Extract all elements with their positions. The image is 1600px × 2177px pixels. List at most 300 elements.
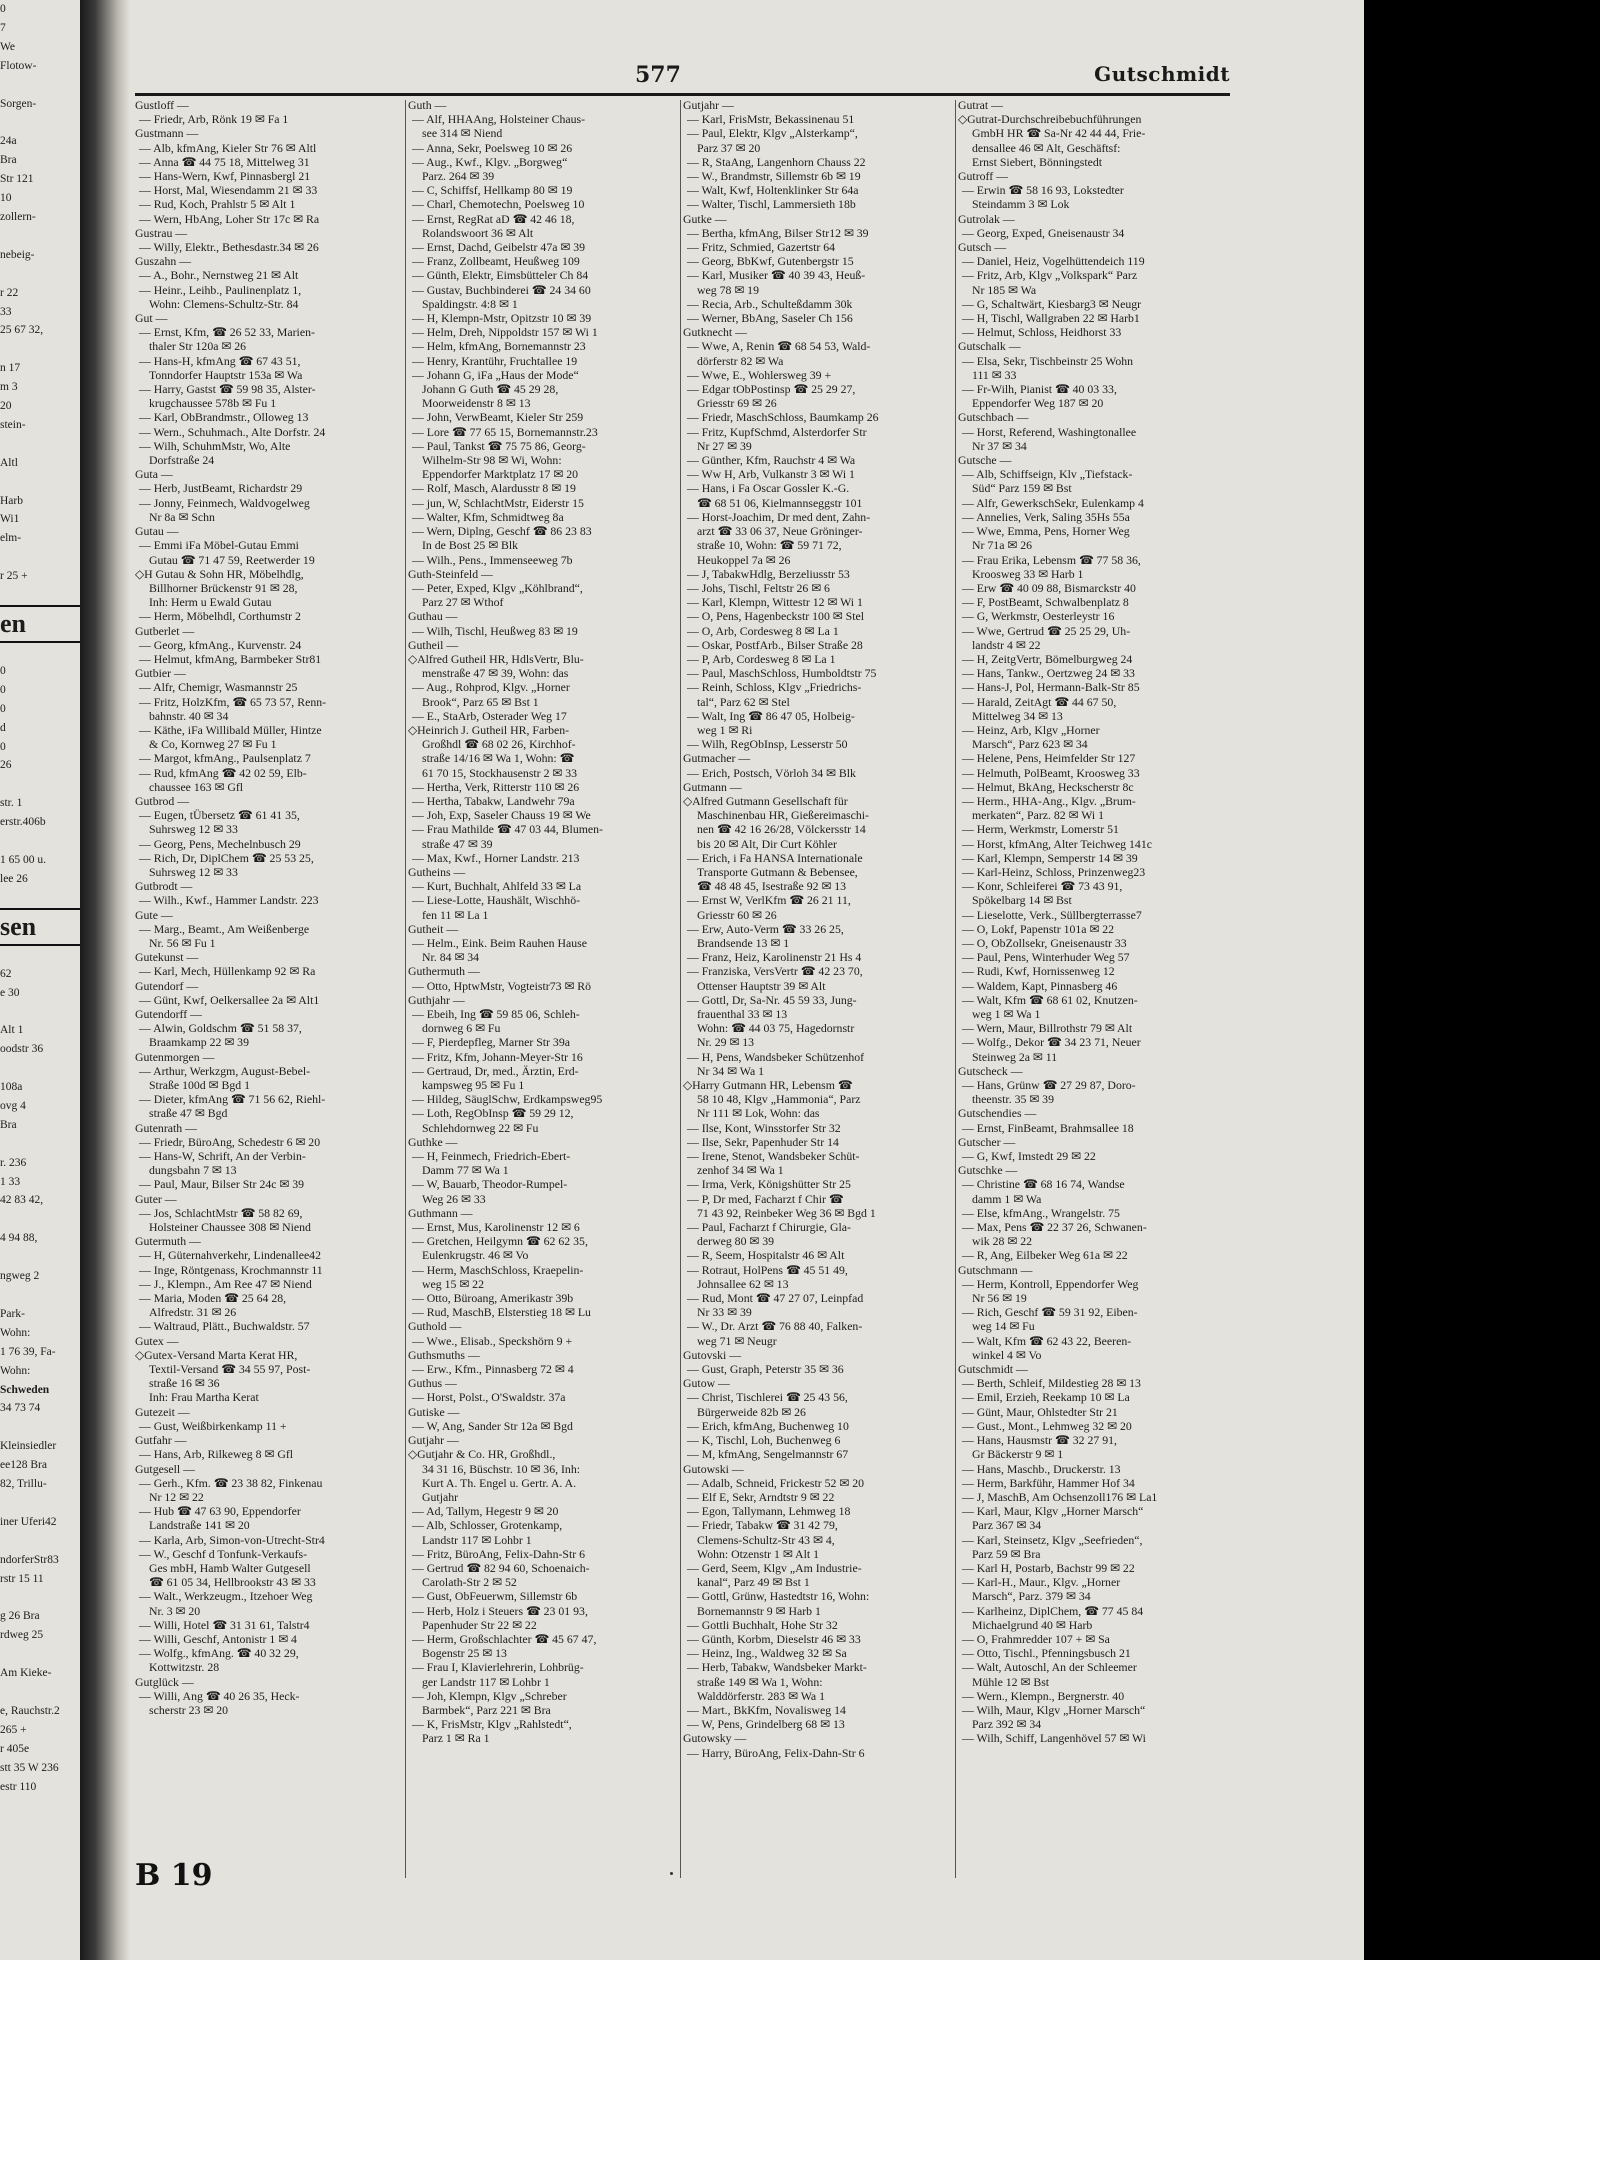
directory-line (958, 666, 1230, 680)
entry-text: — Loth, RegObInsp ☎ 59 29 12, (412, 1106, 574, 1121)
entry-text: — Dieter, kfmAng ☎ 71 56 62, Riehl- (139, 1092, 326, 1107)
sliver-line: Sorgen- (0, 97, 37, 110)
sliver-line: iner Uferi42 (0, 1515, 57, 1528)
entry-text: Gutjahr — (683, 98, 734, 112)
directory-line (135, 780, 403, 794)
sliver-line: 26 (0, 759, 12, 772)
entry-text: weg 1 ✉ Wa 1 (972, 1007, 1041, 1021)
directory-line (408, 751, 678, 765)
directory-line (408, 709, 678, 723)
directory-line (408, 1177, 678, 1191)
directory-line (408, 581, 678, 595)
entry-text: — Wern., Schuhmach., Alte Dorfstr. 24 (139, 424, 326, 439)
entry-text: — Hans, Arb, Rilkeweg 8 ✉ Gfl (139, 1447, 294, 1462)
entry-text: scherstr 23 ✉ 20 (149, 1702, 229, 1717)
entry-text: Gutbier — (135, 666, 186, 681)
directory-line (958, 624, 1230, 638)
directory-line (958, 1319, 1230, 1333)
directory-line (135, 723, 403, 737)
directory-line (958, 1476, 1230, 1490)
entry-text: Alfredstr. 31 ✉ 26 (149, 1305, 237, 1320)
directory-line (408, 1050, 678, 1064)
entry-text: landstr 4 ✉ 22 (972, 637, 1041, 652)
entry-text: — John, VerwBeamt, Kieler Str 259 (412, 410, 584, 425)
entry-text: Gutberlet — (135, 623, 195, 638)
entry-text: Rolandswoort 36 ✉ Alt (422, 225, 534, 240)
directory-line (135, 410, 403, 424)
entry-text: — W., Geschf d Tonfunk-Verkaufs- (139, 1546, 308, 1561)
entry-text: — Otto, HptwMstr, Vogteistr73 ✉ Rö (412, 978, 592, 993)
entry-text: — H, ZeitgVertr, Bömelburgweg 24 (962, 651, 1133, 666)
directory-line (408, 766, 678, 780)
surname-heading (408, 98, 678, 112)
directory-line (683, 666, 953, 680)
entry-text: — Horst, kfmAng, Alter Teichweg 141c (962, 836, 1152, 851)
directory-line (408, 1689, 678, 1703)
sliver-line: Schweden (0, 1383, 50, 1396)
entry-text: — Harald, ZeitAgt ☎ 44 67 50, (962, 694, 1117, 709)
entry-text: Gutezeit — (135, 1404, 190, 1419)
entry-text: — Otto, Büroang, Amerikastr 39b (412, 1291, 574, 1306)
entry-text: — jun, W, SchlachtMstr, Eiderstr 15 (412, 495, 584, 510)
entry-text: Gutknecht — (683, 325, 747, 340)
entry-text: — Ilse, Kont, Winsstorfer Str 32 (687, 1120, 841, 1135)
entry-text: 71 43 92, Reinbeker Weg 36 ✉ Bgd 1 (697, 1205, 876, 1220)
sliver-line (0, 586, 80, 605)
entry-text: 61 70 15, Stockhausenstr 2 ✉ 33 (422, 765, 578, 780)
surname-heading (958, 240, 1230, 254)
entry-text: Walddörferstr. 283 ✉ Wa 1 (697, 1688, 826, 1703)
directory-line (135, 1390, 403, 1404)
directory-line (683, 368, 953, 382)
entry-text: — Joh, Klempn, Klgv „Schreber (412, 1688, 567, 1703)
directory-line (683, 1476, 953, 1490)
directory-line (683, 1248, 953, 1262)
surname-heading (135, 666, 403, 680)
sliver-line: r 25 + (0, 570, 28, 583)
directory-line (683, 652, 953, 666)
entry-text: — Franz, Zollbeamt, Heußweg 109 (412, 254, 580, 269)
surname-heading (135, 226, 403, 240)
entry-text: — Willi, Geschf, Antonistr 1 ✉ 4 (139, 1631, 297, 1646)
directory-line (683, 1064, 953, 1078)
entry-text: — Wilh, Schiff, Langenhövel 57 ✉ Wi (962, 1731, 1146, 1746)
directory-line (408, 1021, 678, 1035)
directory-line (958, 609, 1230, 623)
entry-text: — Bertha, kfmAng, Bilser Str12 ✉ 39 (687, 225, 869, 240)
entry-text: — Helmut, Schloss, Heidhorst 33 (962, 325, 1122, 340)
entry-text: Parz 392 ✉ 34 (972, 1717, 1042, 1732)
directory-line (958, 1547, 1230, 1561)
entry-text: — Maria, Moden ☎ 25 64 28, (139, 1291, 287, 1306)
entry-text: — Wwe, E., Wohlersweg 39 + (687, 367, 832, 382)
entry-text: — Hans-J, Pol, Hermann-Balk-Str 85 (962, 680, 1140, 695)
entry-text: Bogenstr 25 ✉ 13 (422, 1646, 507, 1661)
directory-line (683, 254, 953, 268)
directory-line (958, 1561, 1230, 1575)
entry-text: — Horst, Polst., O'Swaldstr. 37a (412, 1390, 566, 1405)
entry-text: Eppendorfer Marktplatz 17 ✉ 20 (422, 467, 578, 482)
surname-heading (135, 794, 403, 808)
entry-text: Gutheil — (408, 637, 459, 652)
directory-line (408, 1106, 678, 1120)
entry-text: — Karl-H., Maur., Klgv. „Horner (962, 1575, 1121, 1590)
directory-line (408, 354, 678, 368)
entry-text: — Walter, Kfm, Schmidtweg 8a (412, 509, 564, 524)
directory-line (683, 453, 953, 467)
entry-text: — Karl, Steinsetz, Klgv „Seefrieden“, (962, 1532, 1143, 1547)
directory-line (135, 453, 403, 467)
sliver-line: Bra (0, 1118, 17, 1131)
sliver-line: d (0, 721, 6, 734)
print-speck (670, 1872, 673, 1875)
sliver-line: m 3 (0, 381, 18, 394)
directory-line (683, 1305, 953, 1319)
sliver-line: 0 (0, 702, 6, 715)
directory-line (135, 751, 403, 765)
entry-text: — Hertha, Verk, Ritterstr 110 ✉ 26 (412, 779, 580, 794)
directory-line (408, 155, 678, 169)
entry-text: Gutermuth — (135, 1234, 201, 1249)
directory-line (683, 268, 953, 282)
entry-text: Parz 37 ✉ 20 (697, 140, 761, 155)
entry-text: Gutbrod — (135, 793, 190, 808)
entry-text: — Ebeih, Ing ☎ 59 85 06, Schleh- (412, 1007, 580, 1021)
entry-text: — Ernst, Kfm, ☎ 26 52 33, Marien- (139, 325, 315, 340)
entry-text: Gutheins — (408, 864, 466, 879)
entry-text: — Else, kfmAng., Wrangelstr. 75 (962, 1205, 1120, 1220)
entry-text: — Edgar tObPostinsp ☎ 25 29 27, (687, 382, 856, 397)
sliver-line: rstr 15 11 (0, 1572, 44, 1585)
directory-line (408, 979, 678, 993)
entry-text: dornweg 6 ✉ Fu (422, 1021, 501, 1036)
directory-line (683, 581, 953, 595)
entry-text: — W., Brandmstr, Sillemstr 6b ✉ 19 (687, 169, 861, 184)
directory-line (958, 1035, 1230, 1049)
directory-line (683, 624, 953, 638)
directory-line (958, 1618, 1230, 1632)
directory-line (958, 1504, 1230, 1518)
entry-text: Michaelgrund 40 ✉ Harb (972, 1617, 1093, 1632)
directory-line (408, 254, 678, 268)
surname-heading (683, 1462, 953, 1476)
entry-text: ☎ 61 05 34, Hellbrookstr 43 ✉ 33 (149, 1575, 316, 1590)
entry-text: Gutowsky — (683, 1731, 747, 1746)
entry-text: — Wern., Klempn., Bergnerstr. 40 (962, 1688, 1125, 1703)
directory-line (958, 297, 1230, 311)
entry-text: — Jonny, Feinmech, Waldvogelweg (139, 495, 310, 510)
directory-line (408, 1248, 678, 1262)
directory-line (958, 1007, 1230, 1021)
directory-line (683, 908, 953, 922)
directory-line (683, 695, 953, 709)
column-divider (405, 100, 406, 1878)
entry-text: — Karl, Musiker ☎ 40 39 43, Heuß- (687, 268, 866, 283)
sliver-line (0, 76, 80, 95)
entry-text: — Irma, Verk, Königshütter Str 25 (687, 1177, 851, 1192)
entry-text: Gutmann — (683, 779, 742, 794)
entry-text: — Franz, Heiz, Karolinenstr 21 Hs 4 (687, 950, 862, 965)
surname-heading (135, 1192, 403, 1206)
directory-line (135, 638, 403, 652)
entry-text: — W, Pens, Grindelberg 68 ✉ 13 (687, 1717, 845, 1732)
entry-text: Barmbek“, Parz 221 ✉ Bra (422, 1702, 551, 1717)
directory-line (683, 808, 953, 822)
directory-line (135, 538, 403, 552)
directory-line (408, 1234, 678, 1248)
directory-line (135, 1660, 403, 1674)
entry-text: Ottenser Hauptstr 39 ✉ Alt (697, 978, 826, 993)
directory-line (683, 1206, 953, 1220)
entry-text: — Fritz, BüroAng, Felix-Dahn-Str 6 (412, 1546, 586, 1561)
directory-line (958, 1021, 1230, 1035)
sliver-line: 24a (0, 135, 17, 148)
sliver-line: 42 83 42, (0, 1194, 44, 1207)
entry-text: — Max, Kwf., Horner Landstr. 213 (412, 850, 580, 865)
directory-line (683, 1660, 953, 1674)
entry-text: Holsteiner Chaussee 308 ✉ Niend (149, 1220, 311, 1235)
sliver-line (0, 775, 80, 794)
entry-text: — Konr, Schleiferei ☎ 73 43 91, (962, 879, 1123, 894)
directory-line (135, 1504, 403, 1518)
directory-line (683, 822, 953, 836)
entry-text: dungsbahn 7 ✉ 13 (149, 1163, 237, 1178)
entry-text: Gutsche — (958, 453, 1012, 468)
directory-line (683, 1646, 953, 1660)
entry-text: Wohn: Otzenstr 1 ✉ Alt 1 (697, 1546, 819, 1561)
directory-line (135, 1106, 403, 1120)
directory-line (683, 1632, 953, 1646)
entry-text: ◇ H Gutau & Sohn HR, Möbelhdlg, (135, 567, 403, 581)
directory-line (135, 1078, 403, 1092)
entry-text: — G, Werkmstr, Oesterleystr 16 (962, 609, 1115, 624)
directory-line (958, 510, 1230, 524)
surname-heading (958, 453, 1230, 467)
entry-text: — Helm, Dreh, Nippoldstr 157 ✉ Wi 1 (412, 325, 598, 340)
directory-line (958, 1675, 1230, 1689)
directory-line (135, 652, 403, 666)
surname-heading (958, 98, 1230, 112)
sliver-line (0, 1645, 80, 1664)
entry-text: — Herm, Werkmstr, Lomerstr 51 (962, 822, 1119, 837)
directory-line (135, 595, 403, 609)
directory-line (958, 1248, 1230, 1262)
entry-text: — H, Tischl, Wallgraben 22 ✉ Harb1 (962, 311, 1140, 326)
column-divider (955, 100, 956, 1878)
entry-text: Gustloff — (135, 98, 189, 112)
directory-line (408, 1547, 678, 1561)
entry-text: — Herm, MaschSchloss, Kraepelin- (412, 1262, 584, 1277)
entry-text: Wohn: Clemens-Schultz-Str. 84 (149, 296, 299, 311)
surname-heading (408, 993, 678, 1007)
entry-text: Guthermuth — (408, 964, 480, 979)
directory-line (135, 964, 403, 978)
entry-text: Inh: Frau Martha Kerat (149, 1390, 259, 1405)
entry-text: chaussee 163 ✉ Gfl (149, 779, 244, 794)
entry-text: — Hans-H, kfmAng ☎ 67 43 51, (139, 353, 301, 368)
entry-text: — Erw ☎ 40 09 88, Bismarckstr 40 (962, 580, 1136, 595)
entry-text: — Ernst, Dachd, Geibelstr 47a ✉ 39 (412, 240, 586, 255)
directory-line (408, 481, 678, 495)
entry-text: — Wern, Maur, Billrothstr 79 ✉ Alt (962, 1021, 1133, 1036)
directory-line (135, 1618, 403, 1632)
entry-text: — P, Arb, Cordesweg 8 ✉ La 1 (687, 651, 836, 666)
directory-line (135, 1177, 403, 1191)
entry-text: — Erw, Auto-Verm ☎ 33 26 25, (687, 921, 844, 936)
directory-line (958, 1575, 1230, 1589)
directory-line (683, 1433, 953, 1447)
directory-line (135, 1419, 403, 1433)
sliver-line: ndorferStr83 (0, 1553, 59, 1566)
entry-text: ◇ Gutrat-Durchschreibebuchführungen (958, 112, 1230, 126)
entry-text: — Waltraud, Plätt., Buchwaldstr. 57 (139, 1319, 310, 1334)
entry-text: Textil-Versand ☎ 34 55 97, Post- (149, 1362, 311, 1377)
entry-text: — J, MaschB, Am Ochsenzoll176 ✉ La1 (962, 1489, 1158, 1504)
directory-line (408, 524, 678, 538)
directory-line (958, 1604, 1230, 1618)
sliver-line: 62 (0, 967, 12, 980)
directory-line (408, 1618, 678, 1632)
surname-heading (408, 865, 678, 879)
directory-line (135, 1575, 403, 1589)
surname-heading (135, 126, 403, 140)
directory-line (135, 283, 403, 297)
directory-line (683, 311, 953, 325)
entry-text: Gutroff — (958, 169, 1008, 184)
directory-line (408, 1490, 678, 1504)
surname-heading (408, 922, 678, 936)
entry-text: thaler Str 120a ✉ 26 (149, 339, 247, 354)
directory-line (958, 496, 1230, 510)
directory-line (408, 439, 678, 453)
entry-text: Johann G Guth ☎ 45 29 28, (422, 382, 559, 397)
directory-line (683, 1192, 953, 1206)
entry-text: Heukoppel 7a ✉ 26 (697, 552, 791, 567)
entry-text: wik 28 ✉ 22 (972, 1234, 1033, 1249)
directory-line (683, 766, 953, 780)
scan-border (1364, 0, 1600, 1960)
directory-line (683, 1675, 953, 1689)
entry-text: — Annelies, Verk, Saling 35Hs 55a (962, 509, 1130, 524)
entry-text: — Karl, Klempn, Semperstr 14 ✉ 39 (962, 850, 1138, 865)
directory-line (683, 524, 953, 538)
sliver-line: g 26 Bra (0, 1610, 40, 1623)
directory-line (958, 1703, 1230, 1717)
directory-line (135, 1533, 403, 1547)
entry-text: — Georg, Exped, Gneisenaustr 34 (962, 225, 1125, 240)
surname-heading (683, 1376, 953, 1390)
directory-line (958, 1717, 1230, 1731)
entry-text: — Helm., Eink. Beim Rauhen Hause (412, 935, 587, 950)
directory-line (408, 126, 678, 140)
directory-line (958, 936, 1230, 950)
entry-text: Guthold — (408, 1319, 462, 1334)
firm-entry (408, 723, 678, 737)
entry-text: weg 1 ✉ Ri (697, 722, 753, 737)
directory-line (683, 922, 953, 936)
sliver-line (0, 435, 80, 454)
directory-line (958, 581, 1230, 595)
directory-line (408, 1632, 678, 1646)
entry-text: Gutekunst — (135, 950, 199, 965)
entry-text: — Johann G, iFa „Haus der Mode“ (412, 367, 579, 382)
entry-text: Großhdl ☎ 68 02 26, Kirchhof- (422, 737, 576, 752)
sliver-line: 0 (0, 3, 6, 15)
directory-line (683, 979, 953, 993)
directory-line (408, 325, 678, 339)
sliver-line (0, 1248, 80, 1267)
directory-line (408, 666, 678, 680)
directory-line (958, 567, 1230, 581)
directory-line (683, 709, 953, 723)
directory-line (683, 1035, 953, 1049)
entry-text: 34 31 16, Büschstr. 10 ✉ 36, Inh: (422, 1461, 581, 1476)
entry-text: — Wilh, SchuhmMstr, Wo, Alte (139, 438, 291, 453)
entry-text: — Margot, kfmAng., Paulsenplatz 7 (139, 751, 311, 766)
entry-text: — Lieselotte, Verk., Süllbergterrasse7 (962, 907, 1142, 922)
directory-line (958, 1177, 1230, 1191)
entry-text: Nr 111 ✉ Lok, Wohn: das (697, 1106, 820, 1121)
entry-text: — M, kfmAng, Sengelmannstr 67 (687, 1447, 849, 1462)
entry-text: — Horst, Referend, Washingtonallee (962, 424, 1137, 439)
entry-text: weg 78 ✉ 19 (697, 282, 759, 297)
entry-text: — Wilh, Tischl, Heußweg 83 ✉ 19 (412, 623, 578, 638)
binding-gutter (80, 0, 130, 1960)
directory-line (958, 1050, 1230, 1064)
sliver-line: str. 1 (0, 797, 23, 810)
sliver-line (0, 1002, 80, 1021)
directory-line (958, 922, 1230, 936)
sliver-line (0, 265, 80, 284)
entry-text: — Wilh, RegObInsp, Lesserstr 50 (687, 737, 848, 752)
directory-line (408, 1362, 678, 1376)
directory-line (958, 1419, 1230, 1433)
directory-line (135, 1263, 403, 1277)
entry-text: — Irene, Stenot, Wandsbeker Schüt- (687, 1149, 860, 1164)
entry-text: — C, Schiffsf, Hellkamp 80 ✉ 19 (412, 183, 573, 198)
directory-line (408, 226, 678, 240)
directory-line (683, 1135, 953, 1149)
directory-line (683, 1149, 953, 1163)
directory-line (408, 1291, 678, 1305)
sliver-line: Wohn: (0, 1326, 31, 1339)
surname-heading (135, 467, 403, 481)
entry-text: — Helm, kfmAng, Bornemannstr 23 (412, 339, 586, 354)
directory-line (135, 822, 403, 836)
entry-text: straße 47 ✉ 39 (422, 836, 493, 851)
entry-text: Mühle 12 ✉ Bst (972, 1674, 1050, 1689)
directory-line (958, 908, 1230, 922)
entry-text: Gutendorff — (135, 1007, 202, 1021)
directory-line (683, 950, 953, 964)
surname-heading (135, 624, 403, 638)
entry-text: Nr 37 ✉ 34 (972, 438, 1027, 453)
entry-text: Parz 1 ✉ Ra 1 (422, 1731, 490, 1746)
directory-line (408, 1675, 678, 1689)
directory-line (135, 425, 403, 439)
entry-text: Gutschke — (958, 1163, 1018, 1178)
directory-line (683, 879, 953, 893)
directory-line (408, 467, 678, 481)
directory-line (135, 240, 403, 254)
directory-line (135, 1319, 403, 1333)
entry-text: — Arthur, Werkzgm, August-Bebel- (139, 1063, 311, 1078)
directory-line (408, 368, 678, 382)
directory-line (683, 1618, 953, 1632)
directory-line (958, 1660, 1230, 1674)
entry-text: — Adalb, Schneid, Frickestr 52 ✉ 20 (687, 1475, 864, 1490)
entry-text: merkaten“, Parz. 82 ✉ Wi 1 (972, 808, 1105, 823)
